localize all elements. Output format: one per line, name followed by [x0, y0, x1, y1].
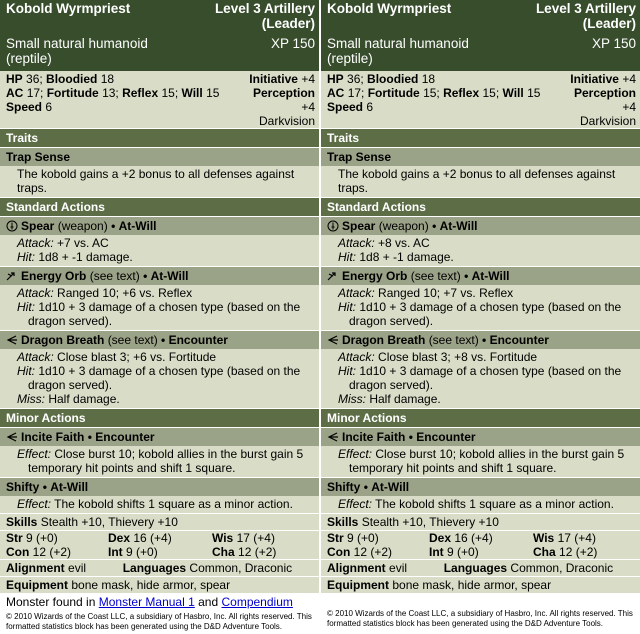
power-energy-orb: Energy Orb (see text) • At-Will	[321, 267, 640, 285]
senses: Darkvision	[579, 114, 636, 128]
skills-row: Skills Stealth +10, Thievery +10	[321, 514, 640, 530]
stat-block: Kobold Wyrmpriest Level 3 Artillery (Leader) Small natural humanoid (reptile) XP 150 HP 36; Bloodied 18 AC 17; Fortitude 15; Reflex 15; Will 15 Speed 6 Initiative +4 Perception +4 Darkvision Traits Trap Sense The kobold gains a +2 bonus to all defenses against traps. Standard Actions Spear (weapon) • At-Will Attack: +8 vs. AC Hit: 1d8 + -1 damage. Energy Orb (see text) • At-Will Attack: Ranged 10; +7 vs. Reflex Hit: 1d10 + 3 damage of a chosen type (based on the dragon served). Dragon Breath (see text) • Encounter Attack: Close blast 3; +8 vs. Fortitude Hit: 1d10 + 3 damage of a chosen type (based on the dragon served). Miss: Half damage. Minor Actions Incite Faith • Encounter Effect: Close burst 10; kobold allies in the burst gain 5 temporary hit points and shift 1 square. Shifty • At-Will Effect: The kobold shifts 1 square as a minor action. Skills Stealth +10, Thievery +10 Str 9 (+0) Con 12 (+2) Dex 16 (+4) Int 9 (+0) Wis 17 (+4) Cha 12 (+2) Alignment evil Languages Common, Draconic Equipment bone mask, hide armor, spear © 2010 Wizards of the Coast LLC, a subsidiary of Hasbro, Inc. All rights reserved. This formatted statistics block has been generated using the D&D Adventure Tools.	[321, 0, 640, 632]
power-spear: Spear (weapon) • At-Will	[321, 217, 640, 235]
melee-basic-icon	[6, 220, 18, 232]
perception-value: +4	[301, 100, 315, 114]
power-dragon-breath: Dragon Breath (see text) • Encounter	[0, 331, 319, 349]
initiative-value: +4	[622, 72, 636, 86]
power-trap-sense: Trap Sense	[0, 148, 319, 166]
xp-value: XP 150	[591, 36, 636, 51]
level-role: Level 3 Artillery (Leader)	[535, 1, 636, 31]
close-icon	[6, 334, 18, 346]
stat-block-header	[0, 0, 319, 71]
traits-header: Traits	[321, 129, 640, 147]
initiative-value: +4	[301, 72, 315, 86]
power-shifty: Shifty • At-Will	[0, 478, 319, 496]
equipment-row: Equipment bone mask, hide armor, spear	[321, 577, 640, 593]
ranged-icon	[6, 270, 18, 282]
level-role: Level 3 Artillery (Leader)	[214, 1, 315, 31]
alignment-row: Alignment evil Languages Common, Draconic	[0, 560, 319, 576]
close-icon	[327, 431, 339, 443]
monster-type: Small natural humanoid (reptile)	[6, 36, 148, 66]
ability-scores: Str 9 (+0) Con 12 (+2) Dex 16 (+4) Int 9 (+0) Wis 17 (+4) Cha 12 (+2)	[321, 531, 640, 559]
standard-actions-header: Standard Actions	[321, 198, 640, 216]
defense-stats: HP 36; Bloodied 18 AC 17; Fortitude 13; Reflex 15; Will 15 Speed 6 Initiative +4 Perception +4 Darkvision	[0, 71, 319, 128]
compendium-link[interactable]: Compendium	[221, 595, 293, 609]
source-line: Monster found in Monster Manual 1 and Compendium	[6, 595, 293, 609]
power-spear: Spear (weapon) • At-Will	[0, 217, 319, 235]
power-incite-faith: Incite Faith • Encounter	[0, 428, 319, 446]
power-energy-orb: Energy Orb (see text) • At-Will	[0, 267, 319, 285]
copyright-notice: © 2010 Wizards of the Coast LLC, a subsidiary of Hasbro, Inc. All rights reserved. This formatted statistics block has been generated using the D&D Adventure Tools.	[6, 612, 312, 631]
ranged-icon	[327, 270, 339, 282]
ac-value: 17	[26, 86, 41, 100]
melee-basic-icon	[327, 220, 339, 232]
alignment-row: Alignment evil Languages Common, Draconic	[321, 560, 640, 576]
close-icon	[327, 334, 339, 346]
ac-value: 17	[347, 86, 362, 100]
perception-value: +4	[622, 100, 636, 114]
xp-value: XP 150	[270, 36, 315, 51]
monster-name: Kobold Wyrmpriest	[6, 1, 131, 16]
power-trap-sense: Trap Sense	[321, 148, 640, 166]
monster-type: Small natural humanoid (reptile)	[327, 36, 469, 66]
defense-stats: HP 36; Bloodied 18 AC 17; Fortitude 15; Reflex 15; Will 15 Speed 6 Initiative +4 Perception +4 Darkvision	[321, 71, 640, 128]
equipment-row: Equipment bone mask, hide armor, spear	[0, 577, 319, 593]
monster-manual-link[interactable]: Monster Manual 1	[98, 595, 195, 609]
hp-value: 36	[26, 72, 40, 86]
copyright-notice: © 2010 Wizards of the Coast LLC, a subsidiary of Hasbro, Inc. All rights reserved. This formatted statistics block has been generated using the D&D Adventure Tools.	[327, 609, 633, 628]
standard-actions-header: Standard Actions	[0, 198, 319, 216]
monster-name: Kobold Wyrmpriest	[327, 1, 452, 16]
minor-actions-header: Minor Actions	[0, 409, 319, 427]
power-shifty: Shifty • At-Will	[321, 478, 640, 496]
close-icon	[6, 431, 18, 443]
ability-scores: Str 9 (+0) Con 12 (+2) Dex 16 (+4) Int 9 (+0) Wis 17 (+4) Cha 12 (+2)	[0, 531, 319, 559]
power-dragon-breath: Dragon Breath (see text) • Encounter	[321, 331, 640, 349]
stat-block-header	[321, 0, 640, 71]
minor-actions-header: Minor Actions	[321, 409, 640, 427]
hp-value: 36	[347, 72, 361, 86]
senses: Darkvision	[258, 114, 315, 128]
traits-header: Traits	[0, 129, 319, 147]
power-incite-faith: Incite Faith • Encounter	[321, 428, 640, 446]
stat-block: Kobold Wyrmpriest Level 3 Artillery (Leader) Small natural humanoid (reptile) XP 150 HP 36; Bloodied 18 AC 17; Fortitude 13; Reflex 15; Will 15 Speed 6 Initiative +4 Perception +4 Darkvision Traits Trap Sense The kobold gains a +2 bonus to all defenses against traps. Standard Actions Spear (weapon) • At-Will Attack: +7 vs. AC Hit: 1d8 + -1 damage. Energy Orb (see text) • At-Will Attack: Ranged 10; +6 vs. Reflex Hit: 1d10 + 3 damage of a chosen type (based on the dragon served). Dragon Breath (see text) • Encounter Attack: Close blast 3; +6 vs. Fortitude Hit: 1d10 + 3 damage of a chosen type (based on the dragon served). Miss: Half damage. Minor Actions Incite Faith • Encounter Effect: Close burst 10; kobold allies in the burst gain 5 temporary hit points and shift 1 square. Shifty • At-Will Effect: The kobold shifts 1 square as a minor action. Skills Stealth +10, Thievery +10 Str 9 (+0) Con 12 (+2) Dex 16 (+4) Int 9 (+0) Wis 17 (+4) Cha 12 (+2) Alignment evil Languages Common, Draconic Equipment bone mask, hide armor, spear Monster found in Monster Manual 1 and Compendium © 2010 Wizards of the Coast LLC, a subsidiary of Hasbro, Inc. All rights reserved. This formatted statistics block has been generated using the D&D Adventure Tools.	[0, 0, 319, 632]
skills-row: Skills Stealth +10, Thievery +10	[0, 514, 319, 530]
